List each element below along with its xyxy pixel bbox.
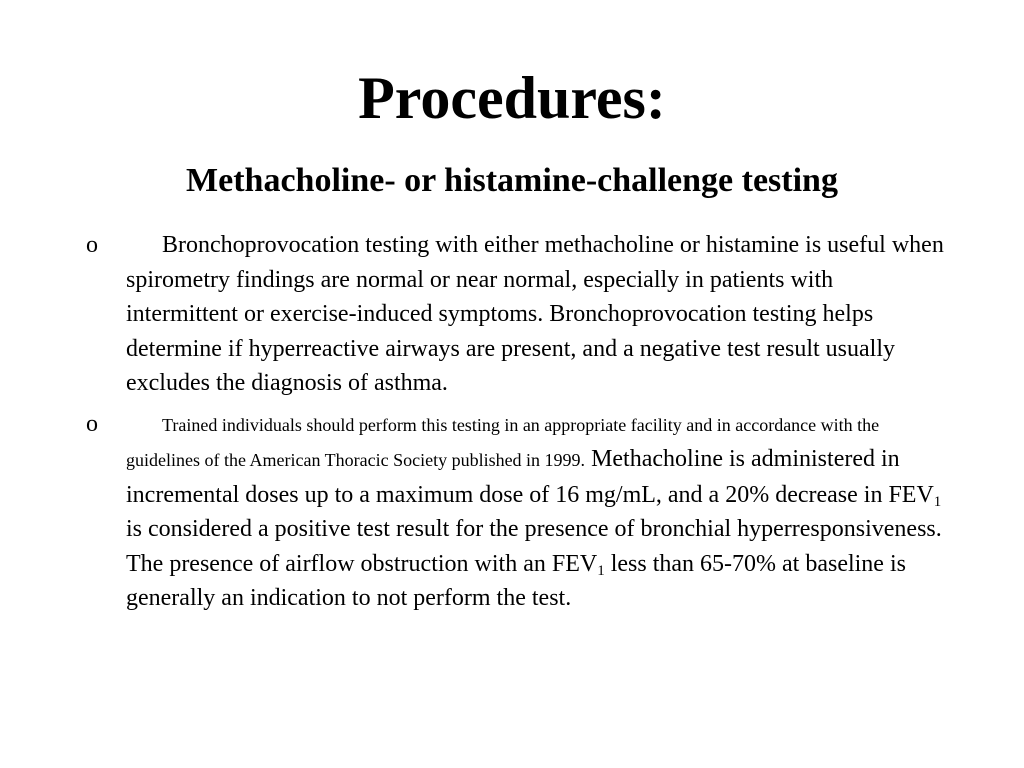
slide-title: Procedures:	[358, 65, 666, 131]
bullet-text-part-c: less than 65-70% at baseline is generally an indication to not perform the test.	[126, 550, 906, 611]
fev-subscript: 1	[597, 562, 605, 579]
bullet-text-wrapper	[126, 407, 946, 616]
bullet-text-part-a: Methacholine is administered in incremental doses up to a maximum dose of 16 mg/mL, and a 20% decrease in FEV	[126, 446, 934, 508]
bullet-text: Bronchoprovocation testing with either methacholine or histamine is useful when spirometry findings are normal or near normal, especially in patients with intermittent or exercise-induced symptoms. Bronchoprovocation testing helps determine if hyperreactive airways are present, and a negative test result usually excludes the diagnosis of asthma.	[126, 232, 944, 396]
bullet-marker-icon: o	[86, 410, 98, 437]
bullet-list	[86, 228, 946, 616]
fev-subscript: 1	[933, 493, 942, 510]
bullet-marker-icon: o	[86, 232, 98, 258]
bullet-item	[86, 228, 946, 401]
bullet-text-part-b: is considered a positive test result for the presence of bronchial hyperresponsiveness. The presence of airflow obstruction with an FEV	[126, 516, 942, 577]
bullet-small-text: Trained individuals should perform this testing in an appropriate facility and in accordance with the guidelines of the American Thoracic Society published in 1999.	[126, 414, 880, 470]
bullet-item	[86, 407, 946, 616]
slide-subtitle: Methacholine- or histamine-challenge testing	[186, 162, 838, 199]
